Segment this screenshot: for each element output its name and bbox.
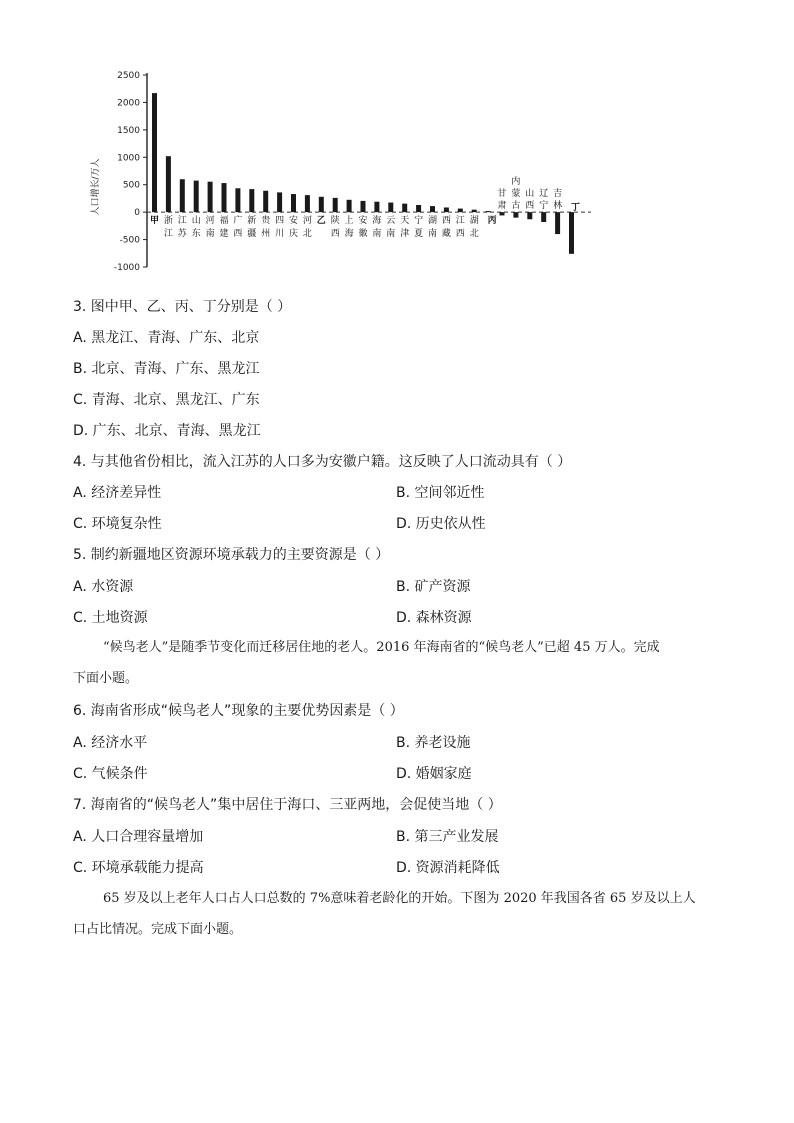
q7-option-b[interactable]: B. 第三产业发展 <box>396 829 499 845</box>
x-label-right: 蒙 <box>511 189 521 200</box>
x-label-bottom: 江 <box>163 229 173 240</box>
x-label-bottom: 州 <box>261 229 271 240</box>
x-label-right: 宁 <box>539 201 549 212</box>
x-label-top: 上 <box>344 216 354 227</box>
bar <box>333 198 338 212</box>
y-tick-label: 500 <box>122 180 140 191</box>
x-label-top: 浙 <box>163 216 173 227</box>
q5-stem: 5. 制约新疆地区资源环境承载力的主要资源是（ ） <box>73 547 390 563</box>
bar <box>486 211 491 212</box>
bar <box>361 201 366 212</box>
q7-option-d[interactable]: D. 资源消耗降低 <box>396 860 500 876</box>
bar <box>249 189 254 212</box>
passage2-line1: 65 岁及以上老年人口占人口总数的 7%意味着老龄化的开始。下图为 2020 年我国各省 65 岁及以上人 <box>103 891 696 906</box>
y-tick-label: 2000 <box>117 98 140 109</box>
q5-option-a[interactable]: A. 水资源 <box>73 579 134 595</box>
x-label-right: 林 <box>553 201 563 212</box>
bar <box>444 207 449 212</box>
x-label-right: 甘 <box>497 189 507 200</box>
x-label-top: 江 <box>177 216 187 227</box>
bar <box>472 210 477 212</box>
x-label-top: 四 <box>275 216 285 227</box>
bar <box>374 202 379 212</box>
bar <box>305 195 310 212</box>
q3-option-d[interactable]: D. 广东、北京、青海、黑龙江 <box>73 423 261 439</box>
bar <box>194 181 199 213</box>
x-label-top: 安 <box>358 216 368 227</box>
y-tick-label: 1000 <box>117 153 140 164</box>
q6-option-c[interactable]: C. 气候条件 <box>73 766 148 782</box>
x-label-right: 丁 <box>570 203 581 214</box>
x-label-bottom: 疆 <box>247 229 257 240</box>
passage1-line2: 下面小题。 <box>73 671 139 686</box>
q4-stem: 4. 与其他省份相比，流入江苏的人口多为安徽户籍。这反映了人口流动具有（ ） <box>73 454 572 470</box>
x-label-top: 西 <box>441 216 451 227</box>
q3-stem: 3. 图中甲、乙、丙、丁分别是（ ） <box>73 299 292 315</box>
bar <box>388 203 393 213</box>
x-label-bottom: 北 <box>469 229 479 240</box>
x-label-top: 宁 <box>414 216 424 227</box>
bar <box>222 183 227 212</box>
x-label-bottom: 北 <box>302 229 312 240</box>
bar <box>458 209 463 213</box>
bar <box>416 205 421 212</box>
q4-option-b[interactable]: B. 空间邻近性 <box>396 485 485 501</box>
x-label-bottom: 西 <box>330 229 340 240</box>
bar <box>347 200 352 212</box>
x-label-right: 肃 <box>497 201 507 212</box>
q6-option-d[interactable]: D. 婚姻家庭 <box>396 766 472 782</box>
x-label-top: 乙 <box>316 216 326 227</box>
q7-stem: 7. 海南省的“候鸟老人”集中居住于海口、三亚两地，会促使当地（ ） <box>73 797 502 813</box>
q6-option-a[interactable]: A. 经济水平 <box>73 735 148 751</box>
x-label-top: 云 <box>386 216 396 227</box>
q4-option-c[interactable]: C. 环境复杂性 <box>73 516 162 532</box>
x-label-bottom: 建 <box>219 229 229 240</box>
x-label-bottom: 南 <box>427 229 438 240</box>
x-label-top: 湖 <box>427 216 438 227</box>
y-tick-label: -1000 <box>113 263 140 273</box>
x-label-top: 河 <box>205 216 215 227</box>
bar <box>513 212 518 217</box>
x-label-top: 福 <box>219 216 229 227</box>
y-tick-label: 0 <box>134 208 140 219</box>
x-label-top: 丙 <box>487 216 497 227</box>
x-label-right: 内 <box>511 177 521 188</box>
x-label-top: 江 <box>455 216 465 227</box>
bar <box>235 188 240 212</box>
passage1-line1: “候鸟老人”是随季节变化而迁移居住地的老人。2016 年海南省的“候鸟老人”已超 45 万人。完成 <box>103 640 660 655</box>
x-label-bottom: 庆 <box>288 229 299 240</box>
bar <box>402 204 407 213</box>
q7-option-a[interactable]: A. 人口合理容量增加 <box>73 829 204 845</box>
bar <box>263 191 268 212</box>
passage-aging <box>73 889 723 940</box>
q3-option-a[interactable]: A. 黑龙江、青海、广东、北京 <box>73 330 260 346</box>
bar <box>319 197 324 212</box>
x-label-bottom: 苏 <box>177 229 187 240</box>
bar <box>166 156 171 212</box>
q5-option-d[interactable]: D. 森林资源 <box>396 610 472 626</box>
y-tick-label: 2500 <box>117 71 140 81</box>
q6-stem: 6. 海南省形成“候鸟老人”现象的主要优势因素是（ ） <box>73 703 404 719</box>
bar <box>152 93 157 212</box>
x-label-right: 吉 <box>553 189 563 200</box>
x-label-bottom: 西 <box>455 229 465 240</box>
x-label-top: 陕 <box>330 216 340 227</box>
q4-option-d[interactable]: D. 历史依从性 <box>396 516 486 532</box>
x-label-bottom: 南 <box>386 229 396 240</box>
bar <box>208 182 213 212</box>
x-label-bottom: 西 <box>233 229 243 240</box>
x-label-bottom: 川 <box>275 229 285 240</box>
bar <box>277 192 282 212</box>
x-label-top: 甲 <box>149 216 160 227</box>
x-label-bottom: 津 <box>400 229 410 240</box>
x-label-top: 广 <box>233 216 243 227</box>
x-label-bottom: 徽 <box>358 229 368 240</box>
x-label-right: 辽 <box>539 189 549 200</box>
x-label-right: 古 <box>511 201 521 212</box>
q7-option-c[interactable]: C. 环境承载能力提高 <box>73 860 204 876</box>
x-label-right: 山 <box>525 189 535 200</box>
bar <box>569 212 574 254</box>
x-label-top: 山 <box>191 216 201 227</box>
x-label-bottom: 东 <box>191 229 201 240</box>
bar <box>527 212 532 219</box>
q3-option-b[interactable]: B. 北京、青海、广东、黑龙江 <box>73 361 260 377</box>
x-label-bottom: 海 <box>344 229 354 240</box>
q3-option-c[interactable]: C. 青海、北京、黑龙江、广东 <box>73 392 260 408</box>
x-label-top: 湖 <box>469 216 479 227</box>
population-growth-chart <box>86 62 606 280</box>
x-label-bottom: 南 <box>205 229 215 240</box>
bar <box>180 179 185 212</box>
y-tick-label: -500 <box>119 235 140 246</box>
bar <box>430 206 435 212</box>
passage-migratory-elderly <box>73 638 723 689</box>
x-label-bottom: 藏 <box>441 229 451 240</box>
q5-option-b[interactable]: B. 矿产资源 <box>396 579 471 595</box>
bar <box>541 212 546 222</box>
bar <box>291 194 296 212</box>
q5-option-c[interactable]: C. 土地资源 <box>73 610 148 626</box>
x-label-top: 新 <box>247 216 257 227</box>
passage2-line2: 口占比情况。完成下面小题。 <box>73 922 243 937</box>
bar <box>555 212 560 234</box>
x-label-top: 河 <box>302 216 312 227</box>
y-axis-title: 人口增长/万人 <box>91 158 101 216</box>
y-tick-label: 1500 <box>117 125 140 136</box>
chart-svg <box>86 62 606 280</box>
x-label-top: 天 <box>400 216 410 227</box>
x-label-top: 贵 <box>261 216 271 227</box>
x-label-bottom: 夏 <box>414 229 424 240</box>
q6-option-b[interactable]: B. 养老设施 <box>396 735 471 751</box>
bar <box>500 212 505 215</box>
x-label-top: 安 <box>288 216 299 227</box>
x-label-top: 海 <box>372 216 382 227</box>
x-label-right: 西 <box>525 201 535 212</box>
x-label-bottom: 南 <box>372 229 382 240</box>
q4-option-a[interactable]: A. 经济差异性 <box>73 485 162 501</box>
